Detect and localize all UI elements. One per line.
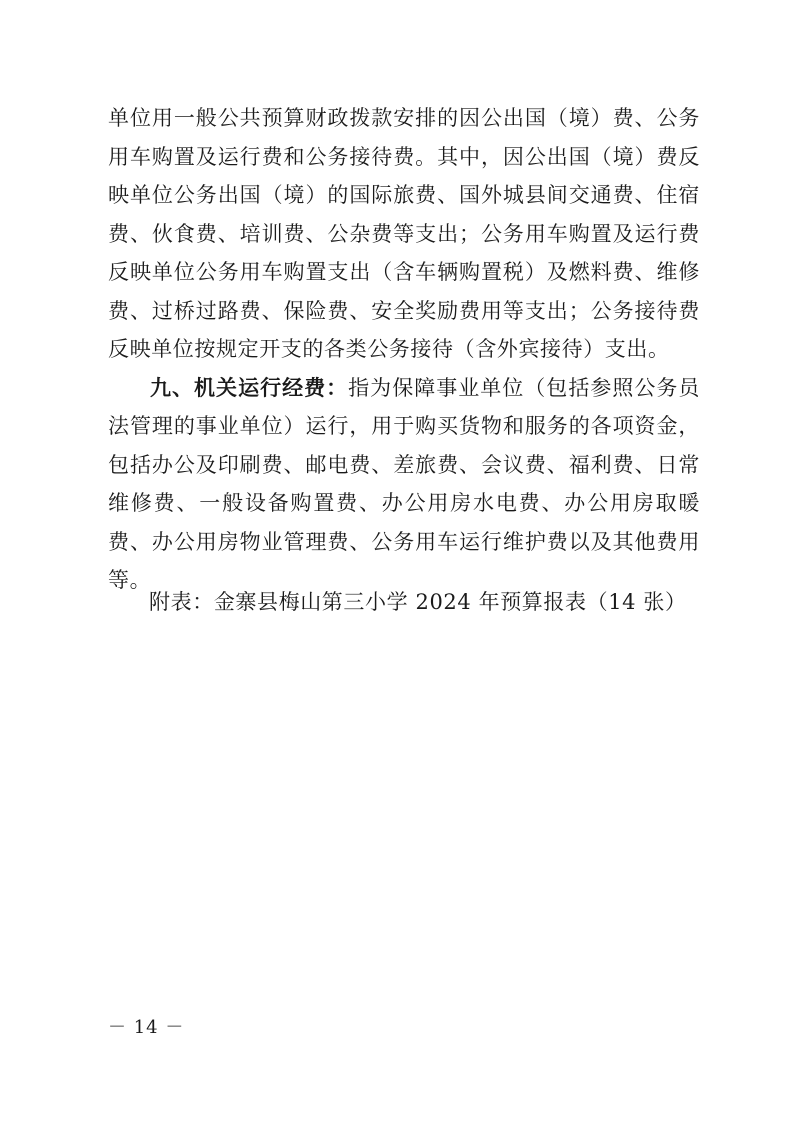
body-text bbox=[108, 99, 700, 600]
section-heading-operating-expenses: 九、机关运行经费： bbox=[150, 374, 349, 400]
section-body-operating-expenses: 指为保障事业单位（包括参照公务员法管理的事业单位）运行，用于购买货物和服务的各项资金，包括办公及印刷费、邮电费、差旅费、会议费、福利费、日常维修费、一般设备购置费、办公用房水电费、办公用房取暖费、办公用房物业管理费、公务用车运行维护费以及其他费用等。 bbox=[108, 375, 700, 592]
page-number: － 14 － bbox=[108, 1017, 185, 1038]
attachment-note bbox=[149, 583, 709, 621]
paragraph-operating-expenses bbox=[108, 369, 700, 600]
attachment-text: 金寨县梅山第三小学 2024 年预算报表（14 张） bbox=[213, 590, 687, 614]
attachment-label: 附表： bbox=[149, 590, 214, 614]
paragraph-expense-definition: 单位用一般公共预算财政拨款安排的因公出国（境）费、公务用车购置及运行费和公务接待费。其中，因公出国（境）费反映单位公务出国（境）的国际旅费、国外城县间交通费、住宿费、伙食费、培训费、公杂费等支出；公务用车购置及运行费反映单位公务用车购置支出（含车辆购置税）及燃料费、维修费、过桥过路费、保险费、安全奖励费用等支出；公务接待费反映单位按规定开支的各类公务接待（含外宾接待）支出。 bbox=[108, 106, 700, 361]
